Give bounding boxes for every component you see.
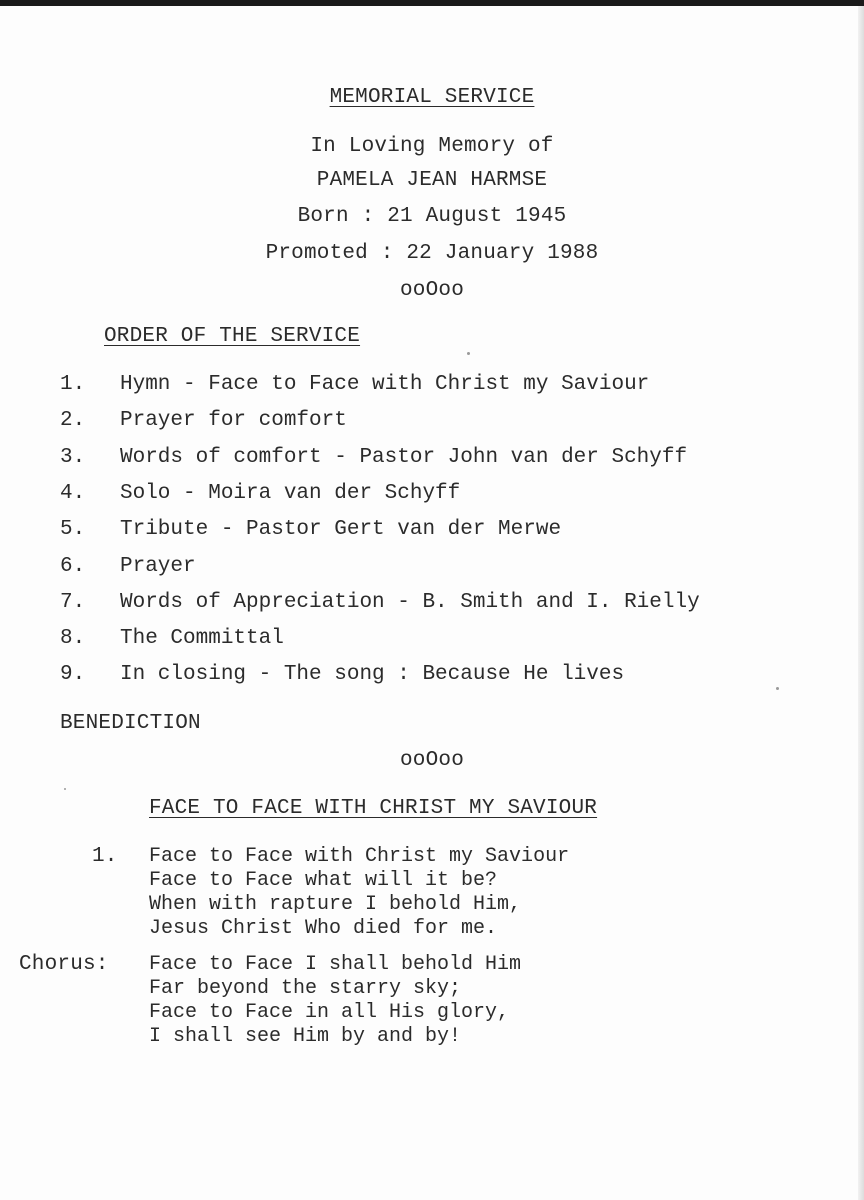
item-number: 3. — [60, 446, 86, 469]
chorus-line: Face to Face I shall behold Him — [149, 953, 522, 976]
item-text: In closing - The song : Because He lives — [120, 663, 625, 686]
verse-line: When with rapture I behold Him, — [149, 893, 522, 916]
order-heading: ORDER OF THE SERVICE — [104, 325, 361, 348]
born-date: Born : 21 August 1945 — [297, 205, 567, 228]
item-number: 4. — [60, 482, 86, 505]
item-number: 5. — [60, 518, 86, 541]
document-title: MEMORIAL SERVICE — [329, 86, 535, 109]
chorus-label: Chorus: — [19, 953, 109, 976]
item-text: Tribute - Pastor Gert van der Merwe — [120, 518, 562, 541]
verse-label: 1. — [92, 845, 118, 868]
verse-line: Face to Face with Christ my Saviour — [149, 845, 570, 868]
separator-top: ooOoo — [399, 279, 464, 302]
item-text: Hymn - Face to Face with Christ my Saviour — [120, 373, 650, 396]
scan-speck — [64, 788, 66, 790]
item-text: Prayer for comfort — [120, 409, 347, 432]
separator-middle: ooOoo — [399, 749, 464, 772]
item-number: 7. — [60, 591, 86, 614]
verse-line: Jesus Christ Who died for me. — [149, 917, 498, 940]
hymn-title: FACE TO FACE WITH CHRIST MY SAVIOUR — [149, 797, 598, 820]
promoted-date: Promoted : 22 January 1988 — [265, 242, 599, 265]
deceased-name: PAMELA JEAN HARMSE — [316, 169, 548, 192]
item-number: 8. — [60, 627, 86, 650]
chorus-line: Far beyond the starry sky; — [149, 977, 462, 1000]
chorus-line: Face to Face in all His glory, — [149, 1001, 510, 1024]
item-text: Words of comfort - Pastor John van der Schyff — [120, 446, 688, 469]
chorus-line: I shall see Him by and by! — [149, 1025, 462, 1048]
item-text: Solo - Moira van der Schyff — [120, 482, 461, 505]
item-number: 6. — [60, 555, 86, 578]
loving-memory-line: In Loving Memory of — [310, 135, 554, 158]
item-number: 9. — [60, 663, 86, 686]
item-text: Prayer — [120, 555, 196, 578]
benediction: BENEDICTION — [60, 712, 201, 735]
item-text: The Committal — [120, 627, 284, 650]
item-text: Words of Appreciation - B. Smith and I. Rielly — [120, 591, 700, 614]
scan-speck — [467, 352, 470, 355]
item-number: 1. — [60, 373, 86, 396]
item-number: 2. — [60, 409, 86, 432]
verse-line: Face to Face what will it be? — [149, 869, 498, 892]
scan-speck — [776, 687, 779, 690]
